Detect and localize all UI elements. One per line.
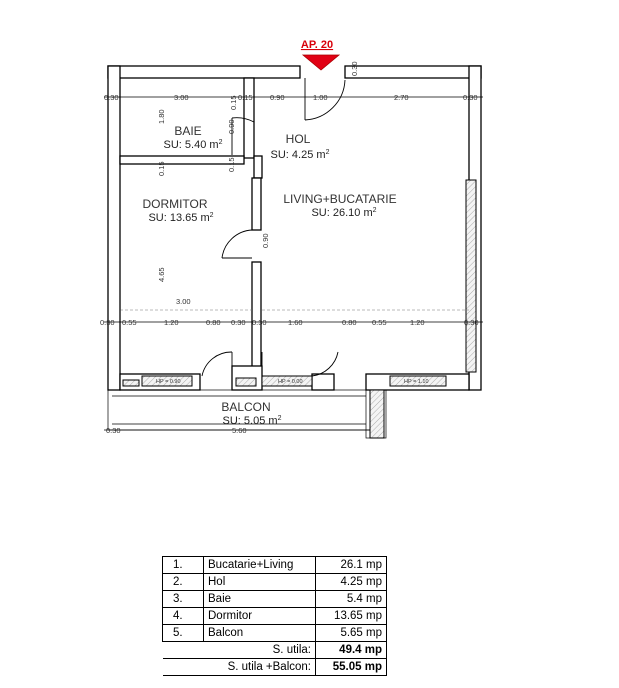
dim-inner-2: 0.15	[227, 157, 236, 172]
table-sum-row	[163, 659, 387, 676]
room-baie	[164, 124, 223, 151]
room-balcon-area: SU: 5.05 $m^2$	[222, 415, 282, 427]
dim-low-8: 0.80	[342, 318, 357, 327]
sum-value: 55.05 mp	[316, 659, 387, 676]
table-row	[163, 557, 387, 574]
room-balcon	[221, 400, 281, 427]
balcony-column	[370, 390, 384, 438]
dim-low-1: 0.30	[100, 318, 115, 327]
window-right	[466, 180, 476, 372]
balcony-outline	[108, 390, 386, 438]
row-room: Balcon	[204, 625, 316, 642]
dim-top-2: 3.00	[174, 93, 189, 102]
row-area: 5.65 mp	[316, 625, 387, 642]
dim-low-6: 0.30	[252, 318, 267, 327]
row-number: 3.	[163, 591, 204, 608]
row-area: 4.25 mp	[316, 574, 387, 591]
row-room: Baie	[204, 591, 316, 608]
dim-top-5: 1.00	[313, 93, 328, 102]
row-number: 5.	[163, 625, 204, 642]
table-row	[163, 608, 387, 625]
row-area: 13.65 mp	[316, 608, 387, 625]
dim-low-5: 0.30	[231, 318, 246, 327]
dim-low-4: 0.80	[206, 318, 221, 327]
dim-low-11: 0.30	[464, 318, 479, 327]
row-room: Hol	[204, 574, 316, 591]
dim-left-3: 4.65	[157, 267, 166, 282]
row-room: Dormitor	[204, 608, 316, 625]
lower-dimensions	[100, 318, 479, 327]
dim-top-4: 0.90	[270, 93, 285, 102]
row-room: Bucatarie+Living	[204, 557, 316, 574]
dim-left-2: 0.15	[157, 161, 166, 176]
table-sum-row	[163, 642, 387, 659]
table-row	[163, 625, 387, 642]
top-dimensions	[104, 93, 478, 102]
dim-vert-top-1: 0.15	[229, 95, 238, 110]
area-table	[162, 556, 387, 676]
row-number: 2.	[163, 574, 204, 591]
row-number: 4.	[163, 608, 204, 625]
dim-dormitor-width: 3.00	[176, 297, 191, 306]
wall-strip	[123, 380, 139, 386]
dim-inner-3: 0.90	[261, 233, 270, 248]
room-living	[283, 192, 396, 219]
dim-low-2: 0.55	[122, 318, 137, 327]
room-baie-name: BAIE	[174, 124, 202, 138]
doors	[202, 78, 345, 376]
row-number: 1.	[163, 557, 204, 574]
apartment-label: AP. 20	[300, 39, 334, 51]
dim-vert-top-2: 0.30	[350, 61, 359, 76]
wall-strip-2	[236, 378, 256, 386]
dim-low-10: 1.20	[410, 318, 425, 327]
sum-label: S. utila:	[163, 642, 316, 659]
sum-label: S. utila +Balcon:	[163, 659, 316, 676]
room-hol-area: SU: 4.25 $m^2$	[270, 149, 330, 161]
room-dormitor	[142, 197, 213, 224]
row-area: 26.1 mp	[316, 557, 387, 574]
room-dormitor-name: DORMITOR	[142, 197, 208, 211]
room-hol-name: HOL	[285, 132, 311, 146]
dim-top-6: 2.70	[394, 93, 409, 102]
dim-top-1: 0.30	[104, 93, 119, 102]
sum-value: 49.4 mp	[316, 642, 387, 659]
table-row	[163, 574, 387, 591]
room-balcon-name: BALCON	[221, 400, 271, 414]
dim-top-3: 0.15	[238, 93, 253, 102]
room-baie-area: SU: 5.40 $m^2$	[163, 139, 223, 151]
dim-left-1: 1.80	[157, 109, 166, 124]
room-living-name: LIVING+BUCATARIE	[283, 192, 397, 206]
window-hp-3: HP = 1.10	[404, 379, 429, 385]
dim-low-9: 0.55	[372, 318, 387, 327]
room-hol	[271, 132, 330, 161]
dim-low-7: 1.60	[288, 318, 303, 327]
entrance-arrow-icon	[303, 55, 339, 70]
dim-inner-1: 0.90	[227, 119, 236, 134]
dim-bottom-1: 0.30	[106, 426, 121, 435]
dim-low-3: 1.20	[164, 318, 179, 327]
room-living-area: SU: 26.10 $m^2$	[311, 207, 377, 219]
row-area: 5.4 mp	[316, 591, 387, 608]
window-hp-1: HP = 0.90	[156, 379, 181, 385]
table-row	[163, 591, 387, 608]
dim-top-7: 0.30	[463, 93, 478, 102]
room-dormitor-area: SU: 13.65 $m^2$	[148, 212, 214, 224]
dim-bottom-2: 5.60	[232, 426, 247, 435]
window-hp-2: HP = 0.00	[278, 379, 303, 385]
